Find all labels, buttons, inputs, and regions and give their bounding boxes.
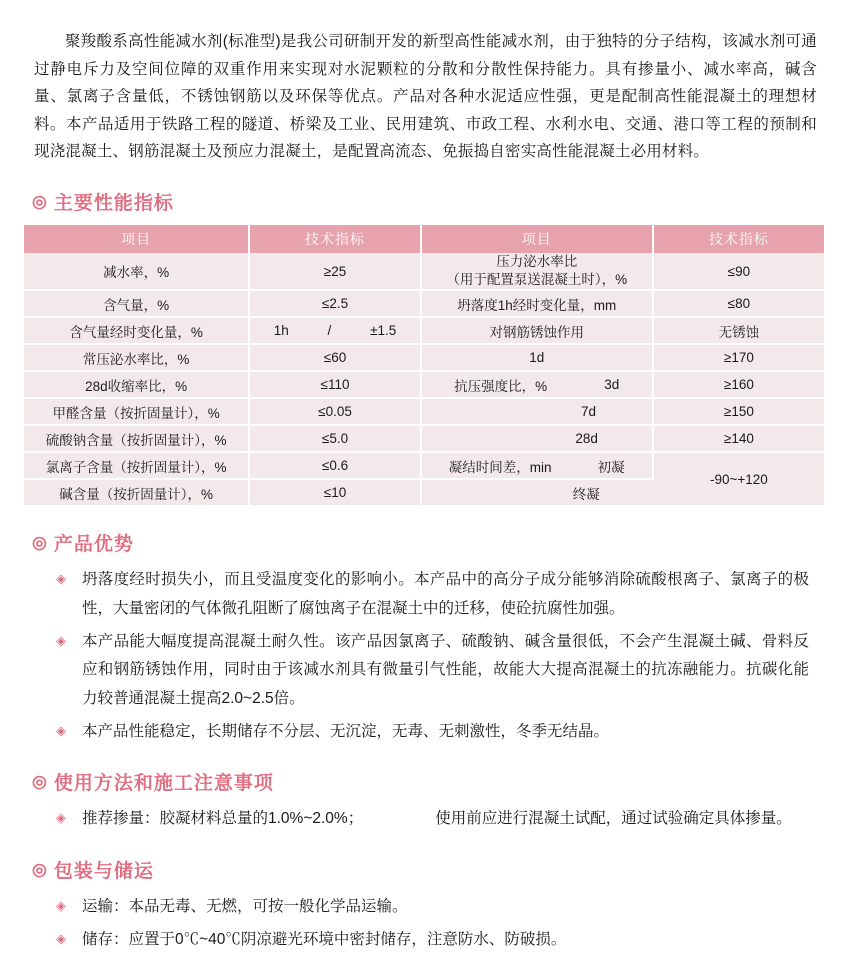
list-item	[56, 566, 809, 623]
cell-right-label: 1d	[421, 344, 653, 371]
section-title-advantage: 产品优势	[53, 534, 134, 556]
list-item	[56, 628, 809, 714]
section-heading-advantage	[32, 529, 823, 556]
cell-left-label: 28d收缩率比，%	[24, 371, 249, 398]
list-item	[56, 926, 809, 954]
circle-bullet-icon: ◎	[32, 191, 48, 211]
usage-left-text: 推荐掺量：胶凝材料总量的1.0%~2.0%；	[82, 810, 364, 828]
strength-label: 抗压强度比，%	[454, 378, 548, 394]
cell-right-sublabel	[421, 425, 653, 452]
spec-table	[24, 225, 824, 507]
section-heading-usage	[32, 768, 823, 795]
cell-right-value: ≤80	[653, 290, 824, 317]
list-item-text: 运输：本品无毒、无燃，可按一般化学品运输。	[82, 898, 408, 916]
list-item-text: 储存：应置于0℃~40℃阴凉避光环境中密封储存，注意防水、防破损。	[82, 930, 567, 948]
diamond-bullet-icon: ◈	[56, 571, 66, 587]
cell-left-label: 碱含量（按折固量计），%	[24, 479, 249, 506]
cell-right-label: 坍落度1h经时变化量，mm	[421, 290, 653, 317]
cell-right-label: 对钢筋锈蚀作用	[421, 317, 653, 344]
table-row	[24, 425, 824, 452]
list-item	[56, 893, 809, 922]
table-header-row	[24, 225, 824, 253]
circle-bullet-icon: ◎	[32, 772, 48, 792]
cell-right-value: 无锈蚀	[653, 317, 824, 344]
usage-right-text: 使用前应进行混凝土试配，通过试验确定具体掺量。	[435, 810, 792, 828]
cell-right-value: -90~+120	[653, 452, 824, 506]
cell-left-value: ≤10	[249, 479, 420, 506]
list-item	[56, 805, 809, 834]
settime-label: 凝结时间差，min	[448, 459, 552, 475]
list-item-text: 本产品性能稳定，长期储存不分层、无沉淀，无毒、无刺激性，冬季无结晶。	[82, 722, 610, 740]
th-item-1: 项目	[24, 225, 249, 253]
table-row	[24, 317, 824, 344]
table-row	[24, 344, 824, 371]
table-row	[24, 398, 824, 425]
cell-left-value-c: ±1.5	[370, 323, 397, 339]
cell-right-value: ≤90	[653, 253, 824, 290]
table-row	[24, 290, 824, 317]
cell-left-value: ≤110	[249, 371, 420, 398]
section-heading-package	[32, 856, 823, 883]
section-heading-spec	[32, 188, 823, 215]
cell-right-label-line1: 压力泌水率比	[496, 253, 578, 269]
cell-left-value: ≤60	[249, 344, 420, 371]
cell-right-value: ≥170	[653, 344, 824, 371]
section-title-package: 包装与储运	[53, 861, 154, 883]
cell-left-label: 常压泌水率比，%	[24, 344, 249, 371]
th-item-2: 项目	[421, 225, 653, 253]
cell-left-value: ≤0.05	[249, 398, 420, 425]
section-title-spec: 主要性能指标	[53, 192, 174, 214]
list-item-text: 坍落度经时损失小，而且受温度变化的影响小。本产品中的高分子成分能够消除硫酸根离子、氯离子的极性，大量密闭的气体微孔阻断了腐蚀离子在混凝土中的迁移，使砼抗腐性加强。	[82, 571, 809, 617]
cell-left-value: ≤2.5	[249, 290, 420, 317]
sub-final-set: 终凝	[572, 486, 600, 502]
circle-bullet-icon: ◎	[32, 533, 48, 553]
cell-right-sublabel	[421, 398, 653, 425]
cell-left-value-split	[249, 317, 420, 344]
table-row	[24, 452, 824, 479]
table-row	[24, 253, 824, 290]
cell-right-sublabel	[421, 479, 653, 506]
cell-left-label: 硫酸钠含量（按折固量计），%	[24, 425, 249, 452]
cell-left-value: ≤5.0	[249, 425, 420, 452]
sub-7d: 7d	[580, 404, 596, 420]
cell-right-sublabel: 初凝	[597, 459, 625, 475]
circle-bullet-icon: ◎	[32, 860, 48, 880]
cell-left-label: 含气量经时变化量，%	[24, 317, 249, 344]
th-value-2: 技术指标	[653, 225, 824, 253]
cell-right-label	[421, 452, 653, 479]
cell-right-label	[421, 253, 653, 290]
sub-28d: 28d	[575, 431, 598, 447]
package-list	[24, 893, 823, 954]
diamond-bullet-icon: ◈	[56, 810, 66, 826]
cell-right-value: ≥150	[653, 398, 824, 425]
list-item-text: 本产品能大幅度提高混凝土耐久性。该产品因氯离子、硫酸钠、碱含量很低，不会产生混凝土碱、骨料反应和钢筋锈蚀作用，同时由于该减水剂具有微量引气性能，故能大大提高混凝土的抗冻融能力。抗碳化能力较普通混凝土提高2.0~2.5倍。	[82, 632, 809, 708]
cell-right-label	[421, 371, 653, 398]
cell-left-label: 减水率，%	[24, 253, 249, 290]
cell-left-label: 含气量，%	[24, 290, 249, 317]
section-title-usage: 使用方法和施工注意事项	[53, 773, 274, 795]
cell-left-label: 氯离子含量（按折固量计），%	[24, 452, 249, 479]
diamond-bullet-icon: ◈	[56, 632, 66, 648]
list-item	[56, 718, 809, 747]
th-value-1: 技术指标	[249, 225, 420, 253]
advantage-list	[24, 566, 823, 746]
intro-paragraph: 聚羧酸系高性能减水剂(标准型)是我公司研制开发的新型高性能减水剂，由于独特的分子结构，该减水剂可通过静电斥力及空间位障的双重作用来实现对水泥颗粒的分散和分散性保持能力。具有掺量小、减水率高，碱含量、氯离子含量低，不锈蚀钢筋以及环保等优点。产品对各种水泥适应性强，更是配制高性能混凝土的理想材料。本产品适用于铁路工程的隧道、桥梁及工业、民用建筑、市政工程、水利水电、交通、港口等工程的预制和现浇混凝土、钢筋混凝土及预应力混凝土，是配置高流态、免振捣自密实高性能混凝土必用材料。	[34, 33, 817, 161]
cell-left-value-a: 1h	[273, 323, 289, 339]
cell-right-value: ≥140	[653, 425, 824, 452]
cell-left-value-b: /	[327, 323, 332, 339]
diamond-bullet-icon: ◈	[56, 930, 66, 946]
diamond-bullet-icon: ◈	[56, 722, 66, 738]
usage-list	[24, 805, 823, 834]
cell-right-sublabel: 3d	[604, 377, 620, 393]
cell-right-label-line2: （用于配置泵送混凝土时），%	[446, 272, 628, 288]
cell-left-value: ≥25	[249, 253, 420, 290]
cell-left-value: ≤0.6	[249, 452, 420, 479]
cell-left-label: 甲醛含量（按折固量计），%	[24, 398, 249, 425]
diamond-bullet-icon: ◈	[56, 898, 66, 914]
cell-right-value: ≥160	[653, 371, 824, 398]
table-row	[24, 371, 824, 398]
